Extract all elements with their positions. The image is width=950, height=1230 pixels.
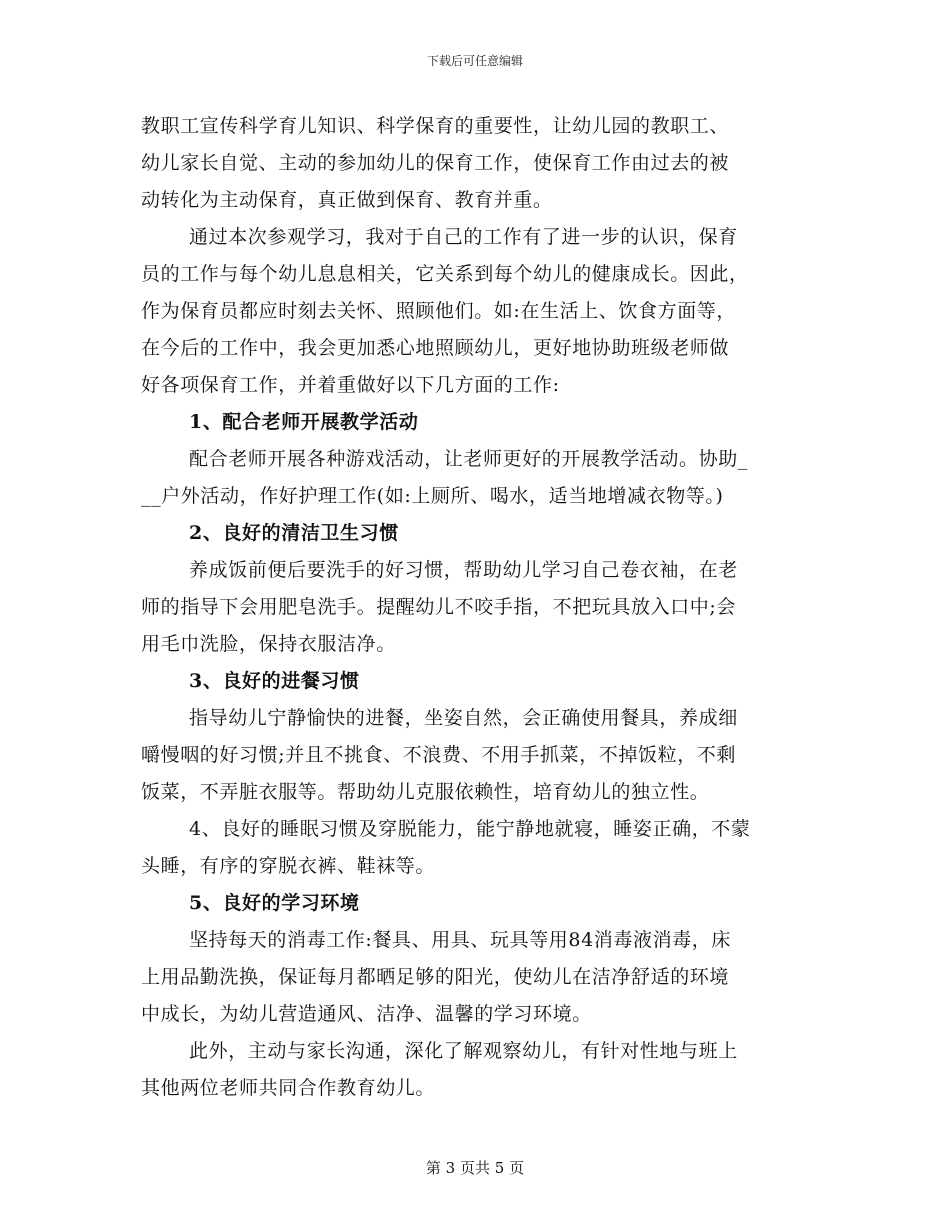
paragraph-line: 员的工作与每个幼儿息息相关，它关系到每个幼儿的健康成长。因此，	[141, 263, 749, 285]
section-heading: 3、良好的进餐习惯	[189, 670, 360, 692]
paragraph-line: 养成饭前便后要洗手的好习惯，帮助幼儿学习自己卷衣袖，在老	[189, 559, 738, 581]
paragraph-line: 头睡，有序的穿脱衣裤、鞋袜等。	[141, 855, 436, 877]
paragraph-line: 教职工宣传科学育儿知识、科学保育的重要性，让幼儿园的教职工、	[141, 115, 730, 137]
paragraph-line: 此外，主动与家长沟通，深化了解观察幼儿，有针对性地与班上	[189, 1040, 738, 1062]
paragraph-line: 好各项保育工作，并着重做好以下几方面的工作:	[141, 374, 560, 396]
paragraph-line: 4、良好的睡眠习惯及穿脱能力，能宁静地就寝，睡姿正确，不蒙	[189, 818, 751, 840]
paragraph-line: 指导幼儿宁静愉快的进餐，坐姿自然，会正确使用餐具，养成细	[189, 707, 738, 729]
paragraph-line: 师的指导下会用肥皂洗手。提醒幼儿不咬手指，不把玩具放入口中;会	[141, 596, 737, 618]
paragraph-line: 饭菜，不弄脏衣服等。帮助幼儿克服依赖性，培育幼儿的独立性。	[141, 781, 710, 803]
document-body	[141, 108, 811, 1107]
paragraph-line: 嚼慢咽的好习惯;并且不挑食、不浪费、不用手抓菜，不掉饭粒，不剩	[141, 744, 737, 766]
paragraph-line: 坚持每天的消毒工作:餐具、用具、玩具等用84消毒液消毒，床	[189, 929, 731, 951]
paragraph-line: 在今后的工作中，我会更加悉心地照顾幼儿，更好地协助班级老师做	[141, 337, 730, 359]
paragraph-line: 其他两位老师共同合作教育幼儿。	[141, 1077, 436, 1099]
paragraph-line: 动转化为主动保育，真正做到保育、教育并重。	[141, 189, 553, 211]
page-header: 下载后可任意编辑	[426, 54, 523, 68]
paragraph-line: 用毛巾洗脸，保持衣服洁净。	[141, 633, 396, 655]
section-heading: 1、配合老师开展教学活动	[189, 411, 419, 433]
paragraph-line: 作为保育员都应时刻去关怀、照顾他们。如:在生活上、饮食方面等，	[141, 300, 737, 322]
section-heading: 2、良好的清洁卫生习惯	[189, 522, 399, 544]
paragraph-line: __户外活动，作好护理工作(如:上厕所、喝水，适当地增减衣物等。)	[141, 485, 724, 507]
paragraph-line: 配合老师开展各种游戏活动，让老师更好的开展教学活动。协助_	[189, 448, 748, 470]
section-heading: 5、良好的学习环境	[189, 892, 360, 914]
page-number: 第 3 页共 5 页	[425, 1159, 525, 1177]
paragraph-line: 中成长，为幼儿营造通风、洁净、温馨的学习环境。	[141, 1003, 592, 1025]
paragraph-line: 通过本次参观学习，我对于自己的工作有了进一步的认识，保育	[189, 226, 738, 248]
paragraph-line: 上用品勤洗换，保证每月都晒足够的阳光，使幼儿在洁净舒适的环境	[141, 966, 730, 988]
paragraph-line: 幼儿家长自觉、主动的参加幼儿的保育工作，使保育工作由过去的被	[141, 152, 730, 174]
